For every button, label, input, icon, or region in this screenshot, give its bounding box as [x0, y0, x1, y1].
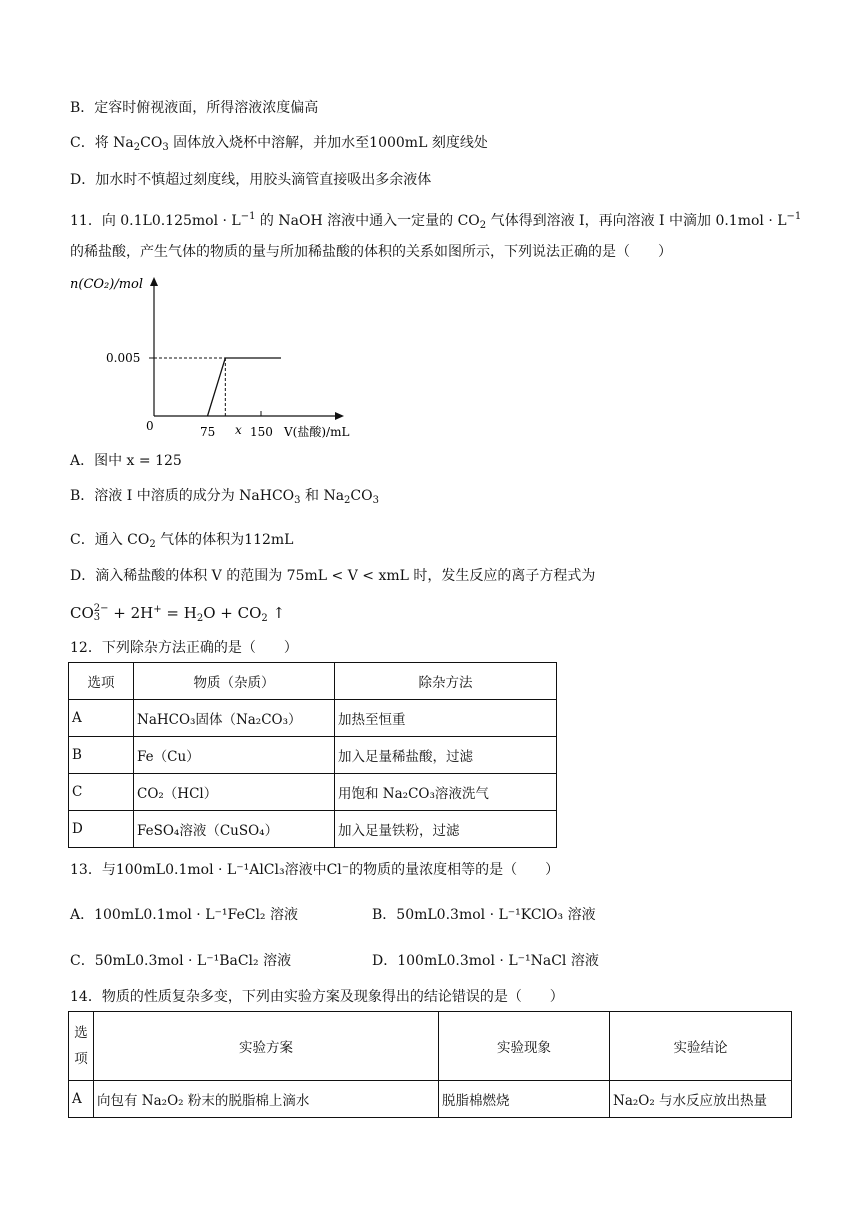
table-cell: Fe（Cu）	[134, 737, 335, 774]
table-row	[69, 700, 557, 737]
q10-option-d: D．加水时不慎超过刻度线，用胶头滴管直接吸出多余液体	[70, 172, 432, 188]
table-header: 实验结论	[610, 1012, 792, 1081]
table-row	[69, 1081, 792, 1118]
q11-graph	[68, 274, 358, 444]
table-cell: 加热至恒重	[335, 700, 557, 737]
q11-stem-line2: 的稀盐酸，产生气体的物质的量与所加稀盐酸的体积的关系如图所示，下列说法正确的是（ ）	[70, 244, 672, 260]
table-cell: 脱脂棉燃烧	[439, 1081, 610, 1118]
table-cell: 用饱和 Na₂CO₃溶液洗气	[335, 774, 557, 811]
table-cell: 加入足量稀盐酸，过滤	[335, 737, 557, 774]
table-cell: FeSO₄溶液（CuSO₄）	[134, 811, 335, 848]
table-cell: B	[69, 737, 134, 774]
y-tick-label: 0.005	[106, 351, 141, 365]
table-header: 选项	[69, 663, 134, 700]
table-row	[69, 737, 557, 774]
origin-label: 0	[146, 419, 154, 433]
x-tick-label: 150	[250, 425, 273, 439]
x-axis-arrow	[335, 412, 344, 420]
table-row	[69, 663, 557, 700]
x-axis-label: V(盐酸)/mL	[284, 425, 350, 439]
x-tick-label: x	[235, 423, 242, 437]
table-header: 选 项	[69, 1012, 94, 1081]
q11-option-d: D．滴入稀盐酸的体积 V 的范围为 75mL < V < xmL 时，发生反应的离子方程式为	[70, 568, 596, 584]
q11-option-c: C．通入 $CO_2$ 气体的体积为112mL	[70, 532, 294, 550]
x-tick-label: 75	[200, 425, 216, 439]
table-cell: Na₂O₂ 与水反应放出热量	[610, 1081, 792, 1118]
table-header: 实验方案	[94, 1012, 439, 1081]
table-cell: 加入足量铁粉，过滤	[335, 811, 557, 848]
q14-stem: 14．物质的性质复杂多变，下列由实验方案及现象得出的结论错误的是（ ）	[70, 989, 564, 1005]
q11-stem-line1: 11．向 $0.1L0.125mol \cdot L^{-1}$ 的 NaOH 溶液中通入一定量的 $CO_2$ 气体得到溶液 I，再向溶液 I 中滴加 $0.1mol \cdot L^{-1}$	[70, 211, 802, 231]
q12-table	[68, 662, 557, 848]
table-row	[69, 811, 557, 848]
table-cell: CO₂（HCl）	[134, 774, 335, 811]
q11-option-b: B．溶液 I 中溶质的成分为 NaHCO$_3$ 和 $Na_2CO_3$	[70, 488, 379, 506]
series-line	[208, 358, 282, 416]
table-cell: C	[69, 774, 134, 811]
q11-option-a: A．图中 x = 125	[70, 453, 182, 469]
q13-option-c: C．50mL0.3mol · L⁻¹BaCl₂ 溶液	[70, 953, 292, 969]
q13-option-d: D．100mL0.3mol · L⁻¹NaCl 溶液	[372, 953, 599, 969]
q12-stem: 12．下列除杂方法正确的是（ ）	[70, 640, 298, 656]
table-cell: NaHCO₃固体（Na₂CO₃）	[134, 700, 335, 737]
table-row	[69, 774, 557, 811]
y-axis-label: n(CO₂)/mol	[70, 277, 144, 292]
table-cell: A	[69, 1081, 94, 1118]
table-header: 除杂方法	[335, 663, 557, 700]
q13-stem: 13．与100mL0.1mol · L⁻¹AlCl₃溶液中Cl⁻的物质的量浓度相等的是（ ）	[70, 862, 560, 878]
table-header: 实验现象	[439, 1012, 610, 1081]
table-cell: A	[69, 700, 134, 737]
q11-equation: CO 2− 3 + $2H^+ = H_2O + CO_2$ ↑	[70, 603, 286, 624]
q13-option-a: A．100mL0.1mol · L⁻¹FeCl₂ 溶液	[70, 907, 298, 923]
table-row	[69, 1012, 792, 1081]
q13-option-b: B．50mL0.3mol · L⁻¹KClO₃ 溶液	[372, 907, 596, 923]
table-cell: D	[69, 811, 134, 848]
q10-option-b: B．定容时俯视液面，所得溶液浓度偏高	[70, 100, 319, 116]
q14-table	[68, 1011, 792, 1118]
y-axis-arrow	[150, 277, 158, 286]
table-header: 物质（杂质）	[134, 663, 335, 700]
table-cell: 向包有 Na₂O₂ 粉末的脱脂棉上滴水	[94, 1081, 439, 1118]
q10-option-c: C．将 $Na_2CO_3$ 固体放入烧杯中溶解，并加水至1000mL 刻度线处	[70, 135, 488, 153]
